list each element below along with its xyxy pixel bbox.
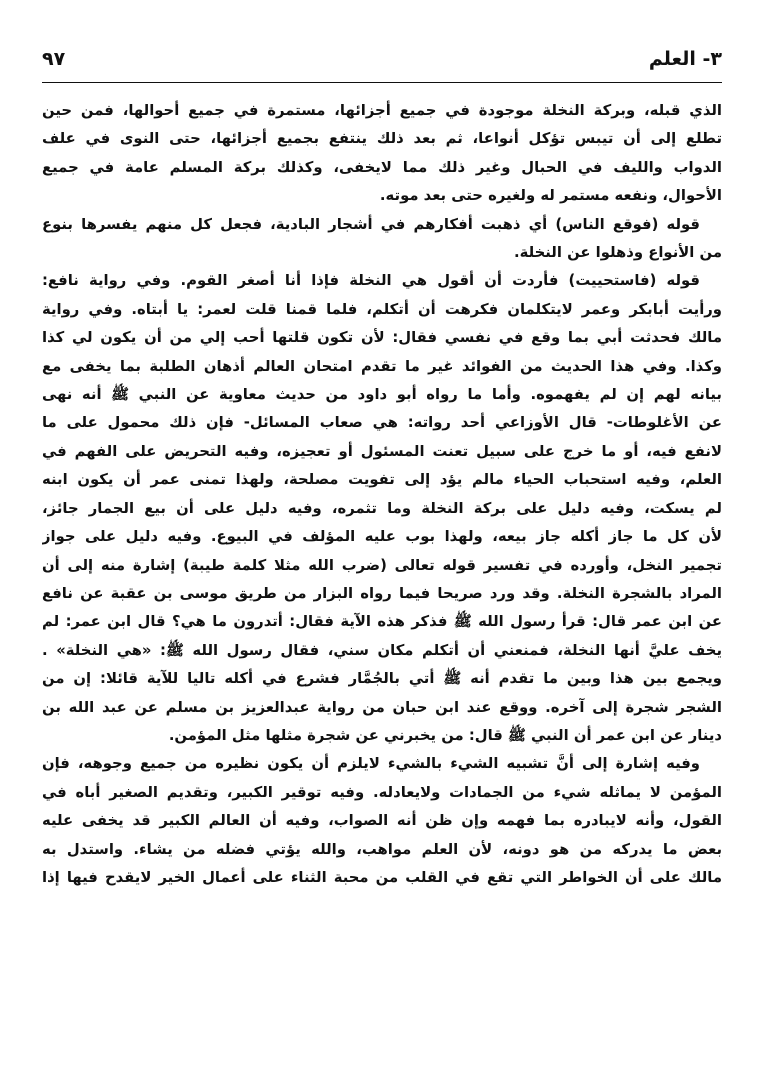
text-line: عن الأغلوطات- قال الأوزاعي أحد رواته: هي صعاب المسائل- فإن ذلك محمول على ما <box>42 414 722 432</box>
text-line: الأحوال، ونفعه مستمر له ولغيره حتى بعد موته. <box>379 187 722 205</box>
text-line: قوله (فاستحييت) فأردت أن أقول هي النخلة فإذا أنا أصغر القوم. وفي رواية نافع: <box>42 272 700 290</box>
text-line: ورأيت أبابكر وعمر لايتكلمان فكرهت أن أتكلم، فلما قمنا قلت لعمر: يا أبتاه. وفي رواية <box>42 300 722 318</box>
page-number: ٩٧ <box>42 48 66 70</box>
text-line: يخف عليَّ أنها النخلة، فمنعني أن أتكلم مكان سني، فقال رسول الله ﷺ: «هي النخلة» . <box>42 641 722 659</box>
text-line: وفيه إشارة إلى أنَّ تشبيه الشيء بالشيء لايلزم أن يكون نظيره من جميع وجوهه، فإن <box>42 755 700 773</box>
text-line: بعض ما يدركه من هو دونه، لأن العلم مواهب، والله يؤتي فضله من يشاء. واستدل به <box>42 840 722 858</box>
page-header <box>42 48 722 76</box>
text-line: مالك فحدثت أبي بما وقع في نفسي فقال: لأن تكون قلتها أحب إلي من أن يكون لي كذا <box>42 329 722 347</box>
book-page <box>42 48 722 892</box>
text-line: لانفع فيه، أو ما خرج على سبيل تعنت المسئول أو تعجيزه، وفيه التحريض على الفهم في <box>42 442 722 460</box>
text-line: الذي قبله، وبركة النخلة موجودة في جميع أجزائها، مستمرة في جميع أحوالها، فمن حين <box>42 102 722 119</box>
header-divider <box>42 82 722 83</box>
text-line: عن ابن عمر قال: قرأ رسول الله ﷺ فذكر هذه الآية فقال: أتدرون ما هي؟ قال ابن عمر: لم <box>42 613 722 631</box>
text-line: المؤمن لا يماثله شيء من الجمادات ولايعادله. وفيه توقير الكبير، وتقديم الصغير أباه في <box>42 783 722 801</box>
text-line: المراد بالشجرة النخلة. وقد ورد صريحا فيما رواه البزار من طريق موسى بن عقبة عن نافع <box>42 584 722 602</box>
text-line: العلم، وفيه استحباب الحياء مالم يؤد إلى تفويت مصلحة، ولهذا تمنى عمر أن يكون ابنه <box>42 471 722 489</box>
text-line: تجمير النخل، وأورده في تفسير قوله تعالى (ضرب الله مثلا كلمة طيبة) إشارة منه إلى أن <box>42 556 722 574</box>
text-line: الدواب والليف في الحبال وغير ذلك مما لايخفى، وكذلك بركة المسلم عامة في جميع <box>42 158 722 176</box>
text-line: الشجر شجرة إلى آخره. ووقع عند ابن حبان من رواية عبدالعزيز بن مسلم عن عبد الله بن <box>42 698 722 716</box>
text-line: قوله (فوقع الناس) أي ذهبت أفكارهم في أشجار البادية، فجعل كل منهم يفسرها بنوع <box>42 215 700 233</box>
text-line: بيانه لهم إن لم يفهموه. وأما ما رواه أبو داود من حديث معاوية عن النبي ﷺ أنه نهى <box>42 386 722 404</box>
text-line: لم يسكت، وفيه دليل على بركة النخلة وما تثمره، وفيه دليل على أن بيع الجمار جائز، <box>42 499 722 517</box>
text-line: القول، وأنه لايبادره بما فهمه وإن ظن أنه الصواب، وفيه أن العالم الكبير قد يخفى عليه <box>42 812 722 830</box>
text-line: وكذا. وفي هذا الحديث من الفوائد غير ما تقدم امتحان العالم أذهان الطلبة بما يخفى مع <box>42 357 722 375</box>
text-line: ويجمع بين هذا وبين ما تقدم أنه ﷺ أتي بالجُمَّار فشرع في أكله تاليا للآية قائلا: إن من <box>42 670 722 688</box>
text-line: دينار عن ابن عمر أن النبي ﷺ قال: من يخبرني عن شجرة مثلها مثل المؤمن. <box>168 726 722 744</box>
text-line: تطلع إلى أن تيبس تؤكل أنواعا، ثم بعد ذلك ينتفع بجميع أجزائها، حتى النوى في علف <box>42 130 722 148</box>
chapter-title: ٣- العلم <box>648 48 722 70</box>
text-line: لأن كل ما جاز أكله جاز بيعه، ولهذا بوب عليه المؤلف في البيوع. وفيه دليل على جواز <box>42 528 722 546</box>
body-text <box>42 97 722 892</box>
text-line: مالك على أن الخواطر التي تقع في القلب من محبة الثناء على أعمال الخير لايقدح فيها إذا <box>42 868 722 886</box>
text-line: من الأنواع وذهلوا عن النخلة. <box>513 244 722 262</box>
